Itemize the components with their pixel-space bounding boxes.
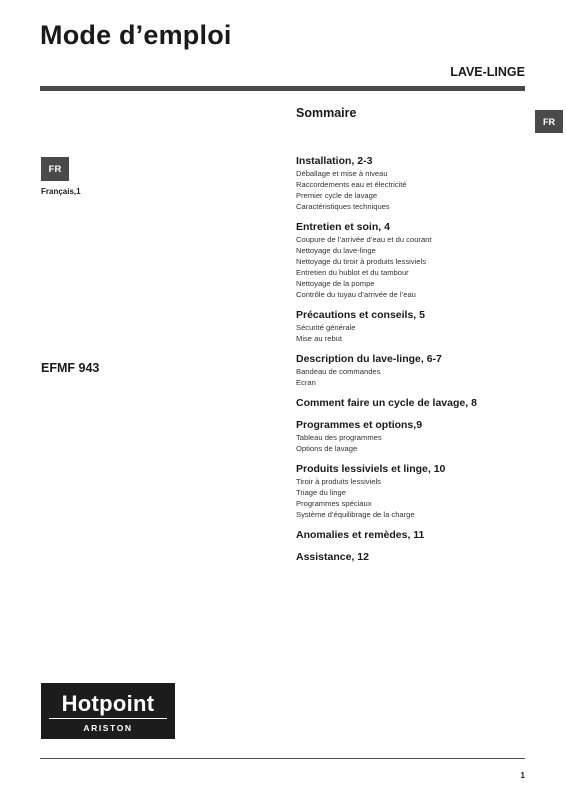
toc-heading: Sommaire bbox=[296, 106, 357, 120]
toc-section-title[interactable]: Anomalies et remèdes, 11 bbox=[296, 529, 425, 541]
header-divider bbox=[40, 86, 525, 91]
toc-subitem[interactable]: Nettoyage du tiroir à produits lessiviels bbox=[296, 257, 426, 266]
toc-section bbox=[296, 155, 526, 212]
product-type-label: LAVE-LINGE bbox=[450, 65, 525, 79]
brand-logo bbox=[41, 683, 175, 739]
language-badge: FR bbox=[41, 157, 69, 181]
brand-logo-subname: ARISTON bbox=[83, 723, 133, 733]
toc-section bbox=[296, 221, 526, 300]
toc-subitem[interactable]: Premier cycle de lavage bbox=[296, 191, 378, 200]
toc-section bbox=[296, 419, 526, 454]
toc-section-title[interactable]: Précautions et conseils, 5 bbox=[296, 309, 425, 321]
toc-section bbox=[296, 551, 526, 564]
toc-subitem[interactable]: Ecran bbox=[296, 378, 316, 387]
toc-subitem[interactable]: Nettoyage de la pompe bbox=[296, 279, 375, 288]
toc-subitem[interactable]: Options de lavage bbox=[296, 444, 358, 453]
page-title: Mode d’emploi bbox=[40, 20, 232, 50]
toc-section bbox=[296, 397, 526, 410]
toc-section-title[interactable]: Description du lave-linge, 6-7 bbox=[296, 353, 442, 365]
toc-section-title[interactable]: Assistance, 12 bbox=[296, 551, 369, 563]
toc-subitem[interactable]: Triage du linge bbox=[296, 488, 346, 497]
page-number: 1 bbox=[520, 771, 525, 780]
toc-subitem[interactable]: Tableau des programmes bbox=[296, 433, 382, 442]
language-page-link[interactable]: Français,1 bbox=[41, 187, 81, 196]
toc-subitem[interactable]: Déballage et mise à niveau bbox=[296, 169, 388, 178]
footer-divider bbox=[40, 758, 525, 759]
toc-section bbox=[296, 529, 526, 542]
toc-subitem[interactable]: Nettoyage du lave-linge bbox=[296, 246, 376, 255]
toc-subitem[interactable]: Entretien du hublot et du tambour bbox=[296, 268, 409, 277]
toc-subitem[interactable]: Programmes spéciaux bbox=[296, 499, 372, 508]
table-of-contents bbox=[296, 106, 526, 573]
toc-section bbox=[296, 463, 526, 520]
toc-subitem[interactable]: Mise au rebut bbox=[296, 334, 343, 343]
toc-subitem[interactable]: Sécurité générale bbox=[296, 323, 356, 332]
model-number: EFMF 943 bbox=[41, 361, 100, 375]
toc-subitem[interactable]: Raccordements eau et électricité bbox=[296, 180, 407, 189]
toc-section-title[interactable]: Installation, 2-3 bbox=[296, 155, 373, 167]
toc-section-title[interactable]: Programmes et options,9 bbox=[296, 419, 423, 431]
toc-subitem[interactable]: Bandeau de commandes bbox=[296, 367, 381, 376]
toc-subitem[interactable]: Système d’équilibrage de la charge bbox=[296, 510, 415, 519]
brand-logo-name: Hotpoint bbox=[61, 691, 155, 716]
toc-sections bbox=[296, 155, 526, 564]
language-side-tab: FR bbox=[535, 110, 563, 133]
toc-subitem[interactable]: Tiroir à produits lessiviels bbox=[296, 477, 381, 486]
toc-subitem[interactable]: Coupure de l’arrivée d’eau et du courant bbox=[296, 235, 432, 244]
toc-section bbox=[296, 309, 526, 344]
toc-subitem[interactable]: Contrôle du tuyau d’arrivée de l’eau bbox=[296, 290, 416, 299]
toc-section-title[interactable]: Entretien et soin, 4 bbox=[296, 221, 390, 233]
toc-section-title[interactable]: Comment faire un cycle de lavage, 8 bbox=[296, 397, 477, 409]
toc-section bbox=[296, 353, 526, 388]
toc-section-title[interactable]: Produits lessiviels et linge, 10 bbox=[296, 463, 446, 475]
toc-subitem[interactable]: Caractéristiques techniques bbox=[296, 202, 390, 211]
brand-logo-divider bbox=[49, 718, 167, 719]
